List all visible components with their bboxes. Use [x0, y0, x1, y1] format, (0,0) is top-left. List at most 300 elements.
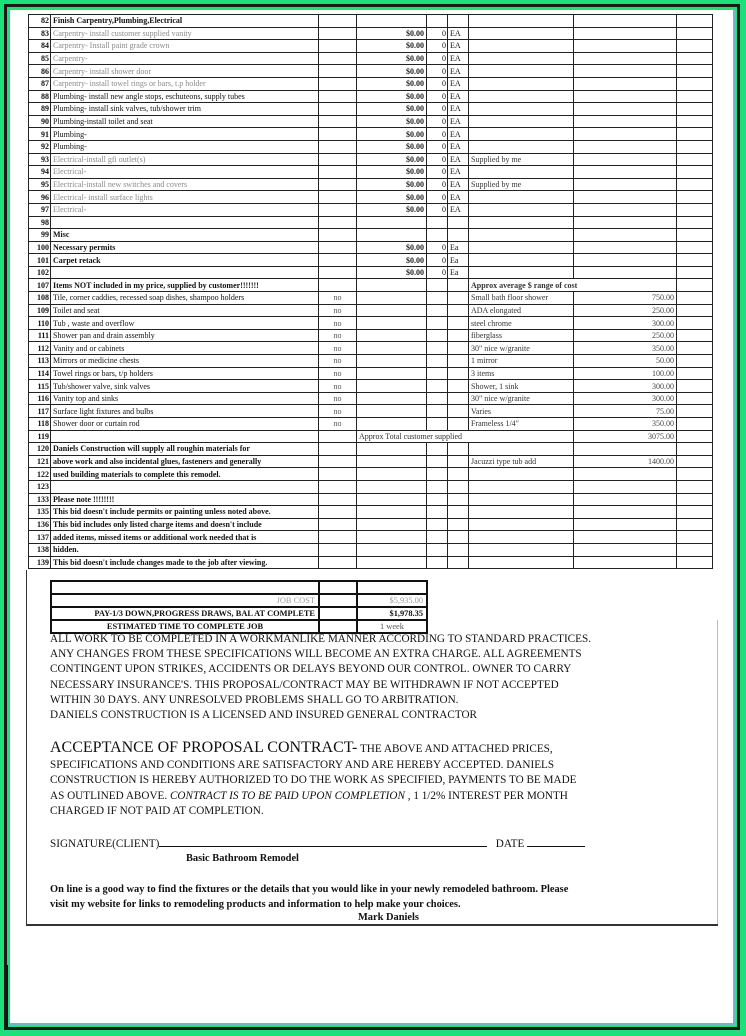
- job-cost-value: $5,935.00: [357, 594, 427, 607]
- item-description: Please note !!!!!!!!: [51, 493, 319, 506]
- unit-price: [357, 443, 427, 456]
- quantity: [427, 342, 448, 355]
- unit-price: $0.00: [357, 40, 427, 53]
- item-note: [469, 203, 574, 216]
- included-flag: no: [319, 367, 357, 380]
- blank-cell: [677, 115, 713, 128]
- table-row: [29, 506, 713, 519]
- row-number: 109: [29, 304, 51, 317]
- item-note: [469, 115, 574, 128]
- blank-cell: [677, 493, 713, 506]
- table-row: [29, 443, 713, 456]
- unit: EA: [448, 166, 469, 179]
- unit-price: $0.00: [357, 153, 427, 166]
- unit-price: $0.00: [357, 77, 427, 90]
- unit: [448, 480, 469, 493]
- unit-price: [357, 279, 427, 292]
- table-row: [29, 380, 713, 393]
- blank-cell: [677, 480, 713, 493]
- unit: [448, 468, 469, 481]
- quantity: 0: [427, 203, 448, 216]
- payment-clause: CONTRACT IS TO BE PAID UPON COMPLETION: [169, 789, 405, 802]
- estimated-cost: 750.00: [574, 292, 677, 305]
- item-description: [51, 430, 319, 443]
- blank-cell: [677, 103, 713, 116]
- blank-cell: [677, 342, 713, 355]
- item-note: Jacuzzi type tub add: [469, 455, 574, 468]
- unit-price: $0.00: [357, 266, 427, 279]
- blank-cell: [677, 65, 713, 78]
- unit-price: $0.00: [357, 203, 427, 216]
- blank-cell: [677, 317, 713, 330]
- table-row: [29, 65, 713, 78]
- estimated-cost: [574, 103, 677, 116]
- item-description: Tub , waste and overflow: [51, 317, 319, 330]
- estimated-cost: [574, 543, 677, 556]
- unit-price: [357, 15, 427, 28]
- unit: [448, 506, 469, 519]
- row-number: 82: [29, 15, 51, 28]
- estimated-cost: 250.00: [574, 304, 677, 317]
- unit-price: [357, 229, 427, 242]
- unit: EA: [448, 128, 469, 141]
- item-note: [469, 216, 574, 229]
- included-flag: no: [319, 317, 357, 330]
- blank-cell: [677, 279, 713, 292]
- item-description: Carpentry-: [51, 52, 319, 65]
- quantity: [427, 468, 448, 481]
- table-row: [29, 203, 713, 216]
- item-note: [469, 52, 574, 65]
- item-description: added items, missed items or additional work needed that is: [51, 531, 319, 544]
- included-flag: [319, 178, 357, 191]
- table-row: [29, 90, 713, 103]
- estimated-cost: [574, 241, 677, 254]
- included-flag: [319, 480, 357, 493]
- quantity: 0: [427, 77, 448, 90]
- unit: [448, 15, 469, 28]
- blank-cell: [677, 543, 713, 556]
- quantity: [427, 392, 448, 405]
- quantity: 0: [427, 40, 448, 53]
- included-flag: no: [319, 380, 357, 393]
- estimated-cost: 100.00: [574, 367, 677, 380]
- item-description: Toilet and seat: [51, 304, 319, 317]
- item-note: [469, 27, 574, 40]
- blank-cell: [677, 418, 713, 431]
- included-flag: no: [319, 342, 357, 355]
- included-flag: [319, 40, 357, 53]
- blank-cell: [677, 380, 713, 393]
- table-row: [29, 191, 713, 204]
- unit: [448, 392, 469, 405]
- included-flag: no: [319, 304, 357, 317]
- item-note: [469, 556, 574, 569]
- quantity: [427, 556, 448, 569]
- unit: [448, 342, 469, 355]
- item-description: Shower pan and drain assembly: [51, 329, 319, 342]
- included-flag: [319, 518, 357, 531]
- unit: EA: [448, 203, 469, 216]
- blank-cell: [677, 203, 713, 216]
- unit: EA: [448, 40, 469, 53]
- quantity: [427, 543, 448, 556]
- included-flag: [319, 241, 357, 254]
- quantity: [427, 405, 448, 418]
- included-flag: [319, 77, 357, 90]
- included-flag: [319, 115, 357, 128]
- unit: [448, 493, 469, 506]
- unit: [448, 380, 469, 393]
- client-signature-field[interactable]: [159, 836, 487, 847]
- unit-price: [357, 304, 427, 317]
- unit: [448, 216, 469, 229]
- item-description: hidden.: [51, 543, 319, 556]
- payment-terms-label: PAY-1/3 DOWN,PROGRESS DRAWS, BAL AT COMPLETE: [51, 607, 319, 620]
- estimated-cost: [574, 468, 677, 481]
- blank-cell: [677, 304, 713, 317]
- terms-block: [50, 632, 690, 723]
- quantity: [427, 279, 448, 292]
- table-row: [29, 216, 713, 229]
- quantity: [427, 229, 448, 242]
- quantity: [427, 506, 448, 519]
- table-row: [29, 178, 713, 191]
- unit-price: [357, 367, 427, 380]
- blank-cell: [677, 556, 713, 569]
- unit: [448, 556, 469, 569]
- item-description: Mirrors or medicine chests: [51, 355, 319, 368]
- unit-price: [357, 418, 427, 431]
- quantity: [427, 15, 448, 28]
- row-number: 135: [29, 506, 51, 519]
- included-flag: [319, 506, 357, 519]
- item-description: This bid includes only listed charge items and doesn't include: [51, 518, 319, 531]
- item-note: Supplied by me: [469, 153, 574, 166]
- table-row: [29, 153, 713, 166]
- item-note: 3 items: [469, 367, 574, 380]
- estimated-cost: 75.00: [574, 405, 677, 418]
- item-description: Plumbing- install sink valves, tub/shower trim: [51, 103, 319, 116]
- acceptance-block: ACCEPTANCE OF PROPOSAL CONTRACT- THE ABOVE AND ATTACHED PRICES, SPECIFICATIONS AND CONDITIONS ARE SATISFACTORY AND ARE HEREBY ACCEPTED. DANIELS CONSTRUCTION IS HEREBY AUTHORIZED TO DO THE WORK AS SPECIFIED, PAYMENTS TO BE MADE AS OUTLINED ABOVE. CONTRACT IS TO BE PAID UPON COMPLETION , 1 1/2% INTEREST PER MONTH CHARGED IF NOT PAID AT COMPLETION.: [50, 739, 577, 817]
- estimated-cost: [574, 140, 677, 153]
- included-flag: no: [319, 355, 357, 368]
- unit: [448, 292, 469, 305]
- item-note: Supplied by me: [469, 178, 574, 191]
- unit: EA: [448, 27, 469, 40]
- quantity: 0: [427, 241, 448, 254]
- blank-cell: [677, 430, 713, 443]
- unit-price: [357, 556, 427, 569]
- estimated-cost: [574, 52, 677, 65]
- table-row: [29, 52, 713, 65]
- row-number: 119: [29, 430, 51, 443]
- item-note: Frameless 1/4": [469, 418, 574, 431]
- table-row: [29, 556, 713, 569]
- footer-note: On line is a good way to find the fixtures or the details that you would like in your newly remodeled bathroom. Please visit my website for links to remodeling products and information to help make your choices.: [50, 884, 569, 910]
- estimated-cost: [574, 254, 677, 267]
- quantity: [427, 443, 448, 456]
- included-flag: [319, 65, 357, 78]
- blank-cell: [677, 27, 713, 40]
- table-row: [29, 367, 713, 380]
- blank-cell: [677, 254, 713, 267]
- included-flag: [319, 203, 357, 216]
- table-row: [29, 342, 713, 355]
- unit-price: $0.00: [357, 65, 427, 78]
- included-flag: [319, 191, 357, 204]
- estimated-cost: [574, 77, 677, 90]
- item-note: 1 mirror: [469, 355, 574, 368]
- table-row: [29, 241, 713, 254]
- row-number: 95: [29, 178, 51, 191]
- quantity: [427, 355, 448, 368]
- item-note: [469, 443, 574, 456]
- unit-price: $0.00: [357, 178, 427, 191]
- blank-cell: [677, 292, 713, 305]
- included-flag: [319, 103, 357, 116]
- item-note: [469, 65, 574, 78]
- unit-price: $0.00: [357, 27, 427, 40]
- table-row: [29, 468, 713, 481]
- row-number: 86: [29, 65, 51, 78]
- table-row: [29, 355, 713, 368]
- unit-price: $0.00: [357, 103, 427, 116]
- unit: [448, 418, 469, 431]
- estimated-cost: [574, 166, 677, 179]
- item-description: used building materials to complete this remodel.: [51, 468, 319, 481]
- estimated-cost: [574, 443, 677, 456]
- unit: [448, 543, 469, 556]
- item-description: Carpentry- install shower door: [51, 65, 319, 78]
- terms-line: DANIELS CONSTRUCTION IS A LICENSED AND INSURED GENERAL CONTRACTOR: [50, 709, 478, 722]
- border-left: [26, 570, 27, 926]
- unit-price: [357, 380, 427, 393]
- quantity: [427, 418, 448, 431]
- blank-cell: [677, 15, 713, 28]
- unit: [448, 304, 469, 317]
- unit-price: $0.00: [357, 191, 427, 204]
- unit: [448, 317, 469, 330]
- row-number: 107: [29, 279, 51, 292]
- blank-cell: [677, 90, 713, 103]
- item-description: [51, 266, 319, 279]
- included-flag: [319, 90, 357, 103]
- quantity: [427, 292, 448, 305]
- item-note: [469, 254, 574, 267]
- estimated-cost: [574, 266, 677, 279]
- item-note: Shower, 1 sink: [469, 380, 574, 393]
- estimated-cost: [574, 128, 677, 141]
- item-note: [469, 506, 574, 519]
- table-row: [29, 292, 713, 305]
- date-field[interactable]: [527, 836, 585, 847]
- quantity: [427, 367, 448, 380]
- table-row: [29, 115, 713, 128]
- table-row: [29, 430, 713, 443]
- row-number: 123: [29, 480, 51, 493]
- blank-cell: [677, 77, 713, 90]
- row-number: 136: [29, 518, 51, 531]
- item-description: Finish Carpentry,Plumbing,Electrical: [51, 15, 319, 28]
- estimated-cost: [574, 153, 677, 166]
- row-number: 96: [29, 191, 51, 204]
- item-description: Tile, corner caddies, recessed soap dishes, shampoo holders: [51, 292, 319, 305]
- unit-price: $0.00: [357, 52, 427, 65]
- unit-price: [357, 216, 427, 229]
- item-note: [469, 266, 574, 279]
- blank-cell: [677, 140, 713, 153]
- estimated-cost: [574, 115, 677, 128]
- row-number: 91: [29, 128, 51, 141]
- estimated-cost: 300.00: [574, 317, 677, 330]
- item-description: [51, 480, 319, 493]
- estimated-cost: 300.00: [574, 380, 677, 393]
- quantity: 0: [427, 254, 448, 267]
- item-note: [469, 518, 574, 531]
- included-flag: [319, 279, 357, 292]
- item-note: [469, 90, 574, 103]
- quantity: 0: [427, 103, 448, 116]
- unit-price: [357, 468, 427, 481]
- row-number: 101: [29, 254, 51, 267]
- included-flag: [319, 493, 357, 506]
- blank-cell: [677, 405, 713, 418]
- row-number: 84: [29, 40, 51, 53]
- quantity: 0: [427, 178, 448, 191]
- table-row: [29, 543, 713, 556]
- quantity: 0: [427, 128, 448, 141]
- estimated-cost: [574, 493, 677, 506]
- row-number: 111: [29, 329, 51, 342]
- item-note: ADA elongated: [469, 304, 574, 317]
- unit: EA: [448, 115, 469, 128]
- row-number: 94: [29, 166, 51, 179]
- terms-line: CONTINGENT UPON STRIKES, ACCIDENTS OR DELAYS BEYOND OUR CONTROL. OWNER TO CARRY: [50, 663, 572, 676]
- unit-price: $0.00: [357, 140, 427, 153]
- included-flag: [319, 229, 357, 242]
- item-description: Towel rings or bars, t/p holders: [51, 367, 319, 380]
- included-flag: [319, 531, 357, 544]
- quantity: [427, 455, 448, 468]
- row-number: 112: [29, 342, 51, 355]
- item-note: fiberglass: [469, 329, 574, 342]
- table-row: [29, 405, 713, 418]
- quantity: [427, 304, 448, 317]
- row-number: 92: [29, 140, 51, 153]
- item-description: This bid doesn't include permits or painting unless noted above.: [51, 506, 319, 519]
- estimated-cost: [574, 480, 677, 493]
- item-note: [469, 493, 574, 506]
- item-description: Plumbing-install toilet and seat: [51, 115, 319, 128]
- estimated-cost: [574, 15, 677, 28]
- unit: [448, 229, 469, 242]
- blank-cell: [677, 266, 713, 279]
- item-note: [469, 140, 574, 153]
- blank-cell: [677, 216, 713, 229]
- included-flag: [319, 556, 357, 569]
- included-flag: [319, 430, 357, 443]
- item-note: [469, 40, 574, 53]
- estimated-cost: 1400.00: [574, 455, 677, 468]
- quantity: [427, 531, 448, 544]
- row-number: 120: [29, 443, 51, 456]
- included-flag: [319, 254, 357, 267]
- document-title: Basic Bathroom Remodel: [186, 853, 299, 864]
- unit: EA: [448, 77, 469, 90]
- item-description: Electrical-install gfi outlet(s): [51, 153, 319, 166]
- quantity: 0: [427, 153, 448, 166]
- unit: [448, 329, 469, 342]
- blank-cell: [677, 229, 713, 242]
- included-flag: [319, 128, 357, 141]
- row-number: 97: [29, 203, 51, 216]
- blank-cell: [677, 355, 713, 368]
- unit-price: $0.00: [357, 254, 427, 267]
- item-description: Electrical-: [51, 166, 319, 179]
- blank-cell: [677, 455, 713, 468]
- unit: [448, 279, 469, 292]
- table-row: [29, 304, 713, 317]
- terms-line: NECESSARY INSURANCE'S. THIS PROPOSAL/CONTRACT MAY BE WITHDRAWN IF NOT ACCEPTED: [50, 678, 559, 691]
- item-description: Items NOT included in my price, supplied by customer!!!!!!!: [51, 279, 319, 292]
- blank-cell: [677, 518, 713, 531]
- blank-cell: [677, 443, 713, 456]
- terms-line: ALL WORK TO BE COMPLETED IN A WORKMANLIKE MANNER ACCORDING TO STANDARD PRACTICES.: [50, 633, 591, 645]
- customer-total-amount: 3075.00: [574, 430, 677, 443]
- blank-cell: [677, 329, 713, 342]
- row-number: 87: [29, 77, 51, 90]
- included-flag: [319, 543, 357, 556]
- unit: Ea: [448, 266, 469, 279]
- estimated-cost: 250.00: [574, 329, 677, 342]
- estimated-cost: 50.00: [574, 355, 677, 368]
- table-row: [29, 392, 713, 405]
- row-number: 139: [29, 556, 51, 569]
- item-description: Vanity and or cabinets: [51, 342, 319, 355]
- row-number: 110: [29, 317, 51, 330]
- included-flag: [319, 216, 357, 229]
- row-number: 98: [29, 216, 51, 229]
- unit: EA: [448, 153, 469, 166]
- quantity: 0: [427, 166, 448, 179]
- included-flag: [319, 27, 357, 40]
- terms-line: WITHIN 30 DAYS. ANY UNRESOLVED PROBLEMS SHALL GO TO ARBITRATION.: [50, 693, 459, 706]
- quantity: [427, 518, 448, 531]
- item-note: [469, 543, 574, 556]
- quantity: 0: [427, 90, 448, 103]
- item-note: [469, 77, 574, 90]
- row-number: 83: [29, 27, 51, 40]
- row-number: 117: [29, 405, 51, 418]
- estimated-time-value: 1 week: [357, 620, 427, 633]
- blank-cell: [677, 128, 713, 141]
- table-row: [29, 27, 713, 40]
- unit-price: [357, 480, 427, 493]
- included-flag: no: [319, 405, 357, 418]
- row-number: 108: [29, 292, 51, 305]
- estimated-cost: [574, 518, 677, 531]
- item-note: 30" nice w/granite: [469, 392, 574, 405]
- blank-cell: [677, 166, 713, 179]
- unit: EA: [448, 191, 469, 204]
- unit-price: [357, 455, 427, 468]
- job-cost-label: JOB COST: [51, 594, 319, 607]
- border-right: [717, 620, 718, 926]
- estimated-cost: [574, 556, 677, 569]
- blank-cell: [677, 468, 713, 481]
- estimated-cost: 350.00: [574, 418, 677, 431]
